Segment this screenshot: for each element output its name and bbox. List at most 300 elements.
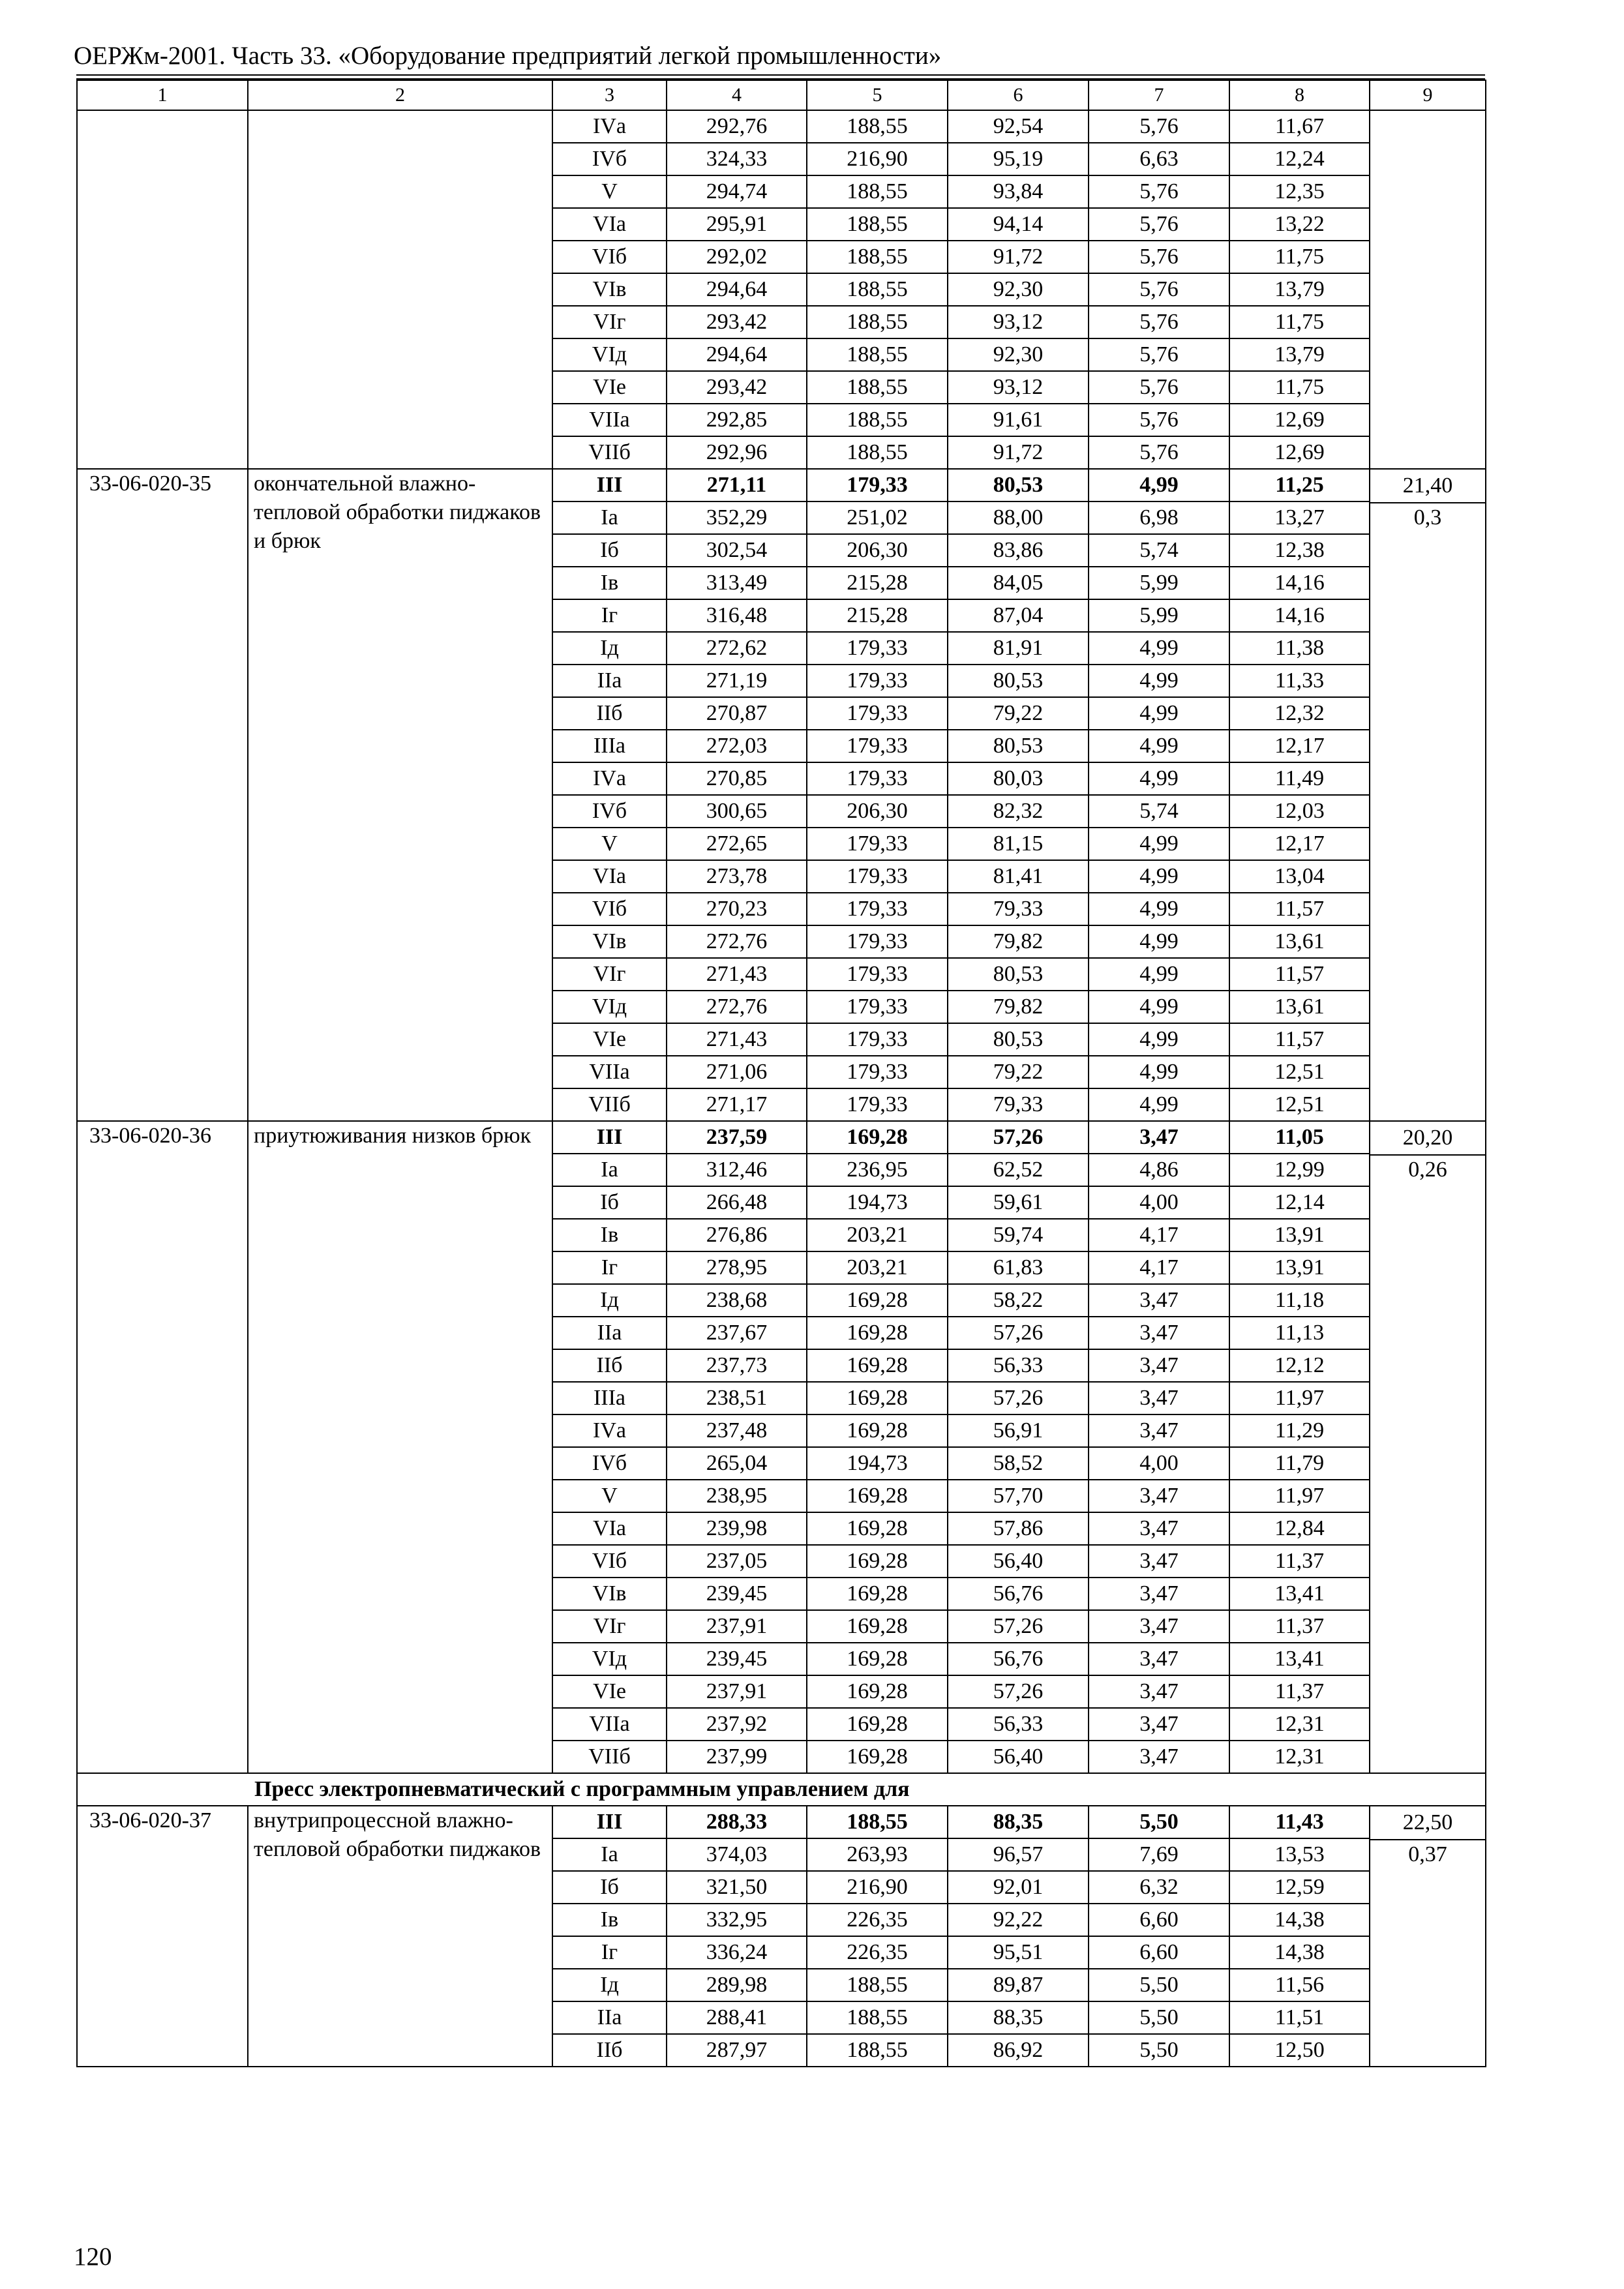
value-cell: 313,49 xyxy=(667,567,807,599)
value-cell: 203,21 xyxy=(807,1251,948,1284)
value-cell: 188,55 xyxy=(807,208,948,241)
value-cell: 179,33 xyxy=(807,958,948,991)
value-cell: 4,99 xyxy=(1089,762,1229,795)
value-cell: 56,76 xyxy=(948,1643,1089,1675)
value-cell: 237,91 xyxy=(667,1610,807,1643)
value-cell: 188,55 xyxy=(807,404,948,436)
value-cell: 57,26 xyxy=(948,1675,1089,1708)
value-cell: 3,47 xyxy=(1089,1480,1229,1512)
value-cell: 91,61 xyxy=(948,404,1089,436)
value-cell: 11,49 xyxy=(1229,762,1370,795)
value-cell: 92,01 xyxy=(948,1871,1089,1904)
value-cell: 88,35 xyxy=(948,1806,1089,1838)
value-cell: Iв xyxy=(552,1219,667,1251)
value-cell: 79,33 xyxy=(948,1088,1089,1121)
value-cell: 3,47 xyxy=(1089,1317,1229,1349)
value-cell: VIд xyxy=(552,338,667,371)
value-cell: IVа xyxy=(552,762,667,795)
value-cell: VIв xyxy=(552,1578,667,1610)
value-cell: 92,22 xyxy=(948,1904,1089,1936)
value-cell: 316,48 xyxy=(667,599,807,632)
value-cell: 91,72 xyxy=(948,241,1089,273)
resource-code xyxy=(77,110,248,469)
value-cell: IIа xyxy=(552,1317,667,1349)
resource-name: внутрипроцессной влажно-тепловой обработки пиджаков xyxy=(248,1806,552,2067)
value-cell: 12,31 xyxy=(1229,1708,1370,1741)
value-cell: 6,60 xyxy=(1089,1936,1229,1969)
value-cell: 91,72 xyxy=(948,436,1089,469)
value-cell: 5,76 xyxy=(1089,241,1229,273)
value-cell: 5,50 xyxy=(1089,2034,1229,2067)
value-cell: 5,76 xyxy=(1089,306,1229,338)
value-cell: 11,56 xyxy=(1229,1969,1370,2001)
value-cell: 270,23 xyxy=(667,893,807,925)
value-cell: 179,33 xyxy=(807,1088,948,1121)
value-cell: 239,98 xyxy=(667,1512,807,1545)
value-cell: 12,03 xyxy=(1229,795,1370,828)
value-cell: 14,38 xyxy=(1229,1904,1370,1936)
value-cell: 12,50 xyxy=(1229,2034,1370,2067)
value-cell: 288,41 xyxy=(667,2001,807,2034)
value-cell: 80,53 xyxy=(948,469,1089,501)
value-cell: 188,55 xyxy=(807,241,948,273)
value-cell: V xyxy=(552,175,667,208)
value-cell: 80,53 xyxy=(948,958,1089,991)
value-cell: 3,47 xyxy=(1089,1708,1229,1741)
value-cell: 12,31 xyxy=(1229,1741,1370,1773)
value-cell: 12,12 xyxy=(1229,1349,1370,1382)
value-cell: 92,30 xyxy=(948,273,1089,306)
resource-code: 33-06-020-36 xyxy=(77,1121,248,1773)
value-cell: 83,86 xyxy=(948,534,1089,567)
value-cell: Iг xyxy=(552,1251,667,1284)
value-cell: 292,76 xyxy=(667,110,807,143)
value-cell: 3,47 xyxy=(1089,1643,1229,1675)
value-cell: 80,53 xyxy=(948,665,1089,697)
value-cell: 188,55 xyxy=(807,1806,948,1838)
value-cell: VIа xyxy=(552,208,667,241)
value-cell: 294,64 xyxy=(667,273,807,306)
value-cell: 179,33 xyxy=(807,860,948,893)
value-cell: 5,76 xyxy=(1089,110,1229,143)
value-cell: 5,99 xyxy=(1089,599,1229,632)
value-cell: III xyxy=(552,469,667,501)
value-cell: Iд xyxy=(552,1969,667,2001)
value-cell: 11,18 xyxy=(1229,1284,1370,1317)
value-cell: 4,86 xyxy=(1089,1154,1229,1186)
value-cell: 13,22 xyxy=(1229,208,1370,241)
value-cell: IIIа xyxy=(552,730,667,762)
table-row xyxy=(77,1121,1486,1154)
value-cell: VIд xyxy=(552,1643,667,1675)
value-cell: 12,14 xyxy=(1229,1186,1370,1219)
value-cell: 3,47 xyxy=(1089,1675,1229,1708)
value-cell: Iб xyxy=(552,1186,667,1219)
value-cell: 278,95 xyxy=(667,1251,807,1284)
value-cell: 5,76 xyxy=(1089,404,1229,436)
value-cell: 4,99 xyxy=(1089,893,1229,925)
value-cell: 293,42 xyxy=(667,371,807,404)
resource-name: окончательной влажно-тепловой обработки пиджаков и брюк xyxy=(248,469,552,1121)
value-cell: 188,55 xyxy=(807,306,948,338)
value-cell: 194,73 xyxy=(807,1186,948,1219)
column-9-main: 20,20 xyxy=(1402,1126,1453,1150)
value-cell: 179,33 xyxy=(807,469,948,501)
value-cell: 179,33 xyxy=(807,991,948,1023)
value-cell: 179,33 xyxy=(807,925,948,958)
value-cell: 237,48 xyxy=(667,1414,807,1447)
rates-table xyxy=(76,80,1486,2067)
value-cell: 14,16 xyxy=(1229,599,1370,632)
value-cell: 79,33 xyxy=(948,893,1089,925)
value-cell: 216,90 xyxy=(807,143,948,175)
column-number: 2 xyxy=(248,80,552,110)
resource-code: 33-06-020-35 xyxy=(77,469,248,1121)
value-cell: VIд xyxy=(552,991,667,1023)
column-9-cell xyxy=(1370,469,1486,1121)
value-cell: VIIа xyxy=(552,404,667,436)
value-cell: 56,91 xyxy=(948,1414,1089,1447)
value-cell: 169,28 xyxy=(807,1578,948,1610)
value-cell: IIа xyxy=(552,2001,667,2034)
value-cell: 11,38 xyxy=(1229,632,1370,665)
value-cell: 287,97 xyxy=(667,2034,807,2067)
column-number-row xyxy=(77,80,1486,110)
value-cell: 5,76 xyxy=(1089,338,1229,371)
value-cell: 5,50 xyxy=(1089,1806,1229,1838)
value-cell: 4,99 xyxy=(1089,1088,1229,1121)
section-row xyxy=(77,1773,1486,1806)
value-cell: 215,28 xyxy=(807,567,948,599)
value-cell: 169,28 xyxy=(807,1121,948,1154)
value-cell: IIб xyxy=(552,2034,667,2067)
resource-code: 33-06-020-37 xyxy=(77,1806,248,2067)
value-cell: VIб xyxy=(552,893,667,925)
value-cell: 12,51 xyxy=(1229,1088,1370,1121)
value-cell: 4,00 xyxy=(1089,1186,1229,1219)
value-cell: V xyxy=(552,1480,667,1512)
value-cell: 188,55 xyxy=(807,371,948,404)
value-cell: IIа xyxy=(552,665,667,697)
value-cell: 3,47 xyxy=(1089,1414,1229,1447)
column-number: 7 xyxy=(1089,80,1229,110)
value-cell: 237,92 xyxy=(667,1708,807,1741)
value-cell: 12,32 xyxy=(1229,697,1370,730)
value-cell: 332,95 xyxy=(667,1904,807,1936)
value-cell: 263,93 xyxy=(807,1838,948,1871)
value-cell: 188,55 xyxy=(807,175,948,208)
value-cell: VIв xyxy=(552,273,667,306)
value-cell: 270,87 xyxy=(667,697,807,730)
value-cell: 3,47 xyxy=(1089,1382,1229,1414)
value-cell: 294,64 xyxy=(667,338,807,371)
column-9-main: 22,50 xyxy=(1402,1810,1453,1834)
value-cell: 251,02 xyxy=(807,501,948,534)
value-cell: 12,17 xyxy=(1229,828,1370,860)
value-cell: 3,47 xyxy=(1089,1512,1229,1545)
value-cell: 11,43 xyxy=(1229,1806,1370,1838)
value-cell: 236,95 xyxy=(807,1154,948,1186)
value-cell: VIIа xyxy=(552,1708,667,1741)
table-row xyxy=(77,110,1486,143)
value-cell: 11,29 xyxy=(1229,1414,1370,1447)
value-cell: 13,79 xyxy=(1229,273,1370,306)
value-cell: 169,28 xyxy=(807,1349,948,1382)
table-row xyxy=(77,469,1486,501)
value-cell: 11,97 xyxy=(1229,1382,1370,1414)
value-cell: 11,57 xyxy=(1229,958,1370,991)
value-cell: 58,52 xyxy=(948,1447,1089,1480)
value-cell: 273,78 xyxy=(667,860,807,893)
value-cell: 13,04 xyxy=(1229,860,1370,893)
value-cell: VIIб xyxy=(552,436,667,469)
column-number: 6 xyxy=(948,80,1089,110)
value-cell: 179,33 xyxy=(807,665,948,697)
value-cell: 4,99 xyxy=(1089,697,1229,730)
value-cell: 4,17 xyxy=(1089,1251,1229,1284)
value-cell: 6,60 xyxy=(1089,1904,1229,1936)
value-cell: 179,33 xyxy=(807,762,948,795)
value-cell: 169,28 xyxy=(807,1675,948,1708)
value-cell: 294,74 xyxy=(667,175,807,208)
value-cell: 3,47 xyxy=(1089,1610,1229,1643)
column-9-sub: 0,26 xyxy=(1370,1154,1485,1184)
value-cell: 188,55 xyxy=(807,273,948,306)
value-cell: 13,41 xyxy=(1229,1643,1370,1675)
value-cell: 300,65 xyxy=(667,795,807,828)
value-cell: 266,48 xyxy=(667,1186,807,1219)
value-cell: 12,17 xyxy=(1229,730,1370,762)
value-cell: 82,32 xyxy=(948,795,1089,828)
value-cell: 11,67 xyxy=(1229,110,1370,143)
value-cell: 169,28 xyxy=(807,1414,948,1447)
value-cell: 203,21 xyxy=(807,1219,948,1251)
value-cell: 95,51 xyxy=(948,1936,1089,1969)
value-cell: 4,99 xyxy=(1089,469,1229,501)
value-cell: 4,99 xyxy=(1089,632,1229,665)
value-cell: IIIа xyxy=(552,1382,667,1414)
value-cell: 12,99 xyxy=(1229,1154,1370,1186)
value-cell: 57,86 xyxy=(948,1512,1089,1545)
value-cell: 56,33 xyxy=(948,1708,1089,1741)
value-cell: 179,33 xyxy=(807,730,948,762)
value-cell: 95,19 xyxy=(948,143,1089,175)
value-cell: 272,62 xyxy=(667,632,807,665)
value-cell: 4,17 xyxy=(1089,1219,1229,1251)
value-cell: VIг xyxy=(552,306,667,338)
value-cell: IVб xyxy=(552,1447,667,1480)
value-cell: 61,83 xyxy=(948,1251,1089,1284)
value-cell: Iг xyxy=(552,1936,667,1969)
value-cell: IVа xyxy=(552,1414,667,1447)
value-cell: IIб xyxy=(552,697,667,730)
value-cell: VIг xyxy=(552,1610,667,1643)
page-number: 120 xyxy=(74,2243,112,2271)
value-cell: 179,33 xyxy=(807,893,948,925)
value-cell: 92,54 xyxy=(948,110,1089,143)
value-cell: 271,06 xyxy=(667,1056,807,1088)
value-cell: 5,76 xyxy=(1089,436,1229,469)
value-cell: 11,33 xyxy=(1229,665,1370,697)
value-cell: III xyxy=(552,1806,667,1838)
column-number: 9 xyxy=(1370,80,1486,110)
value-cell: 3,47 xyxy=(1089,1545,1229,1578)
value-cell: VIIб xyxy=(552,1088,667,1121)
value-cell: 4,99 xyxy=(1089,860,1229,893)
value-cell: 188,55 xyxy=(807,338,948,371)
value-cell: 321,50 xyxy=(667,1871,807,1904)
value-cell: 13,79 xyxy=(1229,338,1370,371)
value-cell: 96,57 xyxy=(948,1838,1089,1871)
value-cell: 56,40 xyxy=(948,1545,1089,1578)
value-cell: 93,12 xyxy=(948,371,1089,404)
column-9-cell xyxy=(1370,1806,1486,2067)
value-cell: 56,76 xyxy=(948,1578,1089,1610)
value-cell: 5,76 xyxy=(1089,273,1229,306)
value-cell: 86,92 xyxy=(948,2034,1089,2067)
value-cell: Iб xyxy=(552,534,667,567)
value-cell: 169,28 xyxy=(807,1708,948,1741)
value-cell: 6,63 xyxy=(1089,143,1229,175)
value-cell: 13,53 xyxy=(1229,1838,1370,1871)
value-cell: 169,28 xyxy=(807,1610,948,1643)
value-cell: 11,05 xyxy=(1229,1121,1370,1154)
value-cell: 237,99 xyxy=(667,1741,807,1773)
value-cell: 288,33 xyxy=(667,1806,807,1838)
value-cell: 13,41 xyxy=(1229,1578,1370,1610)
value-cell: 14,38 xyxy=(1229,1936,1370,1969)
column-number: 4 xyxy=(667,80,807,110)
value-cell: IVб xyxy=(552,795,667,828)
value-cell: 374,03 xyxy=(667,1838,807,1871)
value-cell: 289,98 xyxy=(667,1969,807,2001)
value-cell: IVб xyxy=(552,143,667,175)
value-cell: 237,73 xyxy=(667,1349,807,1382)
value-cell: VIа xyxy=(552,1512,667,1545)
value-cell: 169,28 xyxy=(807,1741,948,1773)
value-cell: 324,33 xyxy=(667,143,807,175)
value-cell: 188,55 xyxy=(807,436,948,469)
value-cell: VIг xyxy=(552,958,667,991)
value-cell: VIе xyxy=(552,371,667,404)
value-cell: 293,42 xyxy=(667,306,807,338)
value-cell: 12,69 xyxy=(1229,404,1370,436)
value-cell: 11,97 xyxy=(1229,1480,1370,1512)
value-cell: 79,82 xyxy=(948,991,1089,1023)
value-cell: 81,91 xyxy=(948,632,1089,665)
value-cell: 272,65 xyxy=(667,828,807,860)
value-cell: 292,02 xyxy=(667,241,807,273)
column-9-sub: 0,3 xyxy=(1370,502,1485,532)
section-title: Пресс электропневматический с программным управлением для xyxy=(248,1773,1486,1806)
value-cell: 5,76 xyxy=(1089,371,1229,404)
value-cell: 57,70 xyxy=(948,1480,1089,1512)
resource-name: приутюживания низков брюк xyxy=(248,1121,552,1773)
value-cell: Iб xyxy=(552,1871,667,1904)
value-cell: 93,12 xyxy=(948,306,1089,338)
value-cell: 13,61 xyxy=(1229,991,1370,1023)
value-cell: 216,90 xyxy=(807,1871,948,1904)
value-cell: 79,22 xyxy=(948,1056,1089,1088)
value-cell: 3,47 xyxy=(1089,1349,1229,1382)
value-cell: 169,28 xyxy=(807,1512,948,1545)
value-cell: Iа xyxy=(552,501,667,534)
value-cell: 4,99 xyxy=(1089,730,1229,762)
value-cell: 57,26 xyxy=(948,1382,1089,1414)
value-cell: 5,76 xyxy=(1089,175,1229,208)
value-cell: Iг xyxy=(552,599,667,632)
value-cell: 336,24 xyxy=(667,1936,807,1969)
value-cell: 169,28 xyxy=(807,1284,948,1317)
value-cell: 169,28 xyxy=(807,1545,948,1578)
value-cell: 62,52 xyxy=(948,1154,1089,1186)
column-9-sub: 0,37 xyxy=(1370,1839,1485,1869)
column-9-cell xyxy=(1370,110,1486,469)
value-cell: 12,84 xyxy=(1229,1512,1370,1545)
value-cell: Iа xyxy=(552,1838,667,1871)
value-cell: 188,55 xyxy=(807,2001,948,2034)
value-cell: 80,53 xyxy=(948,730,1089,762)
value-cell: 271,19 xyxy=(667,665,807,697)
value-cell: 4,99 xyxy=(1089,1023,1229,1056)
value-cell: 88,00 xyxy=(948,501,1089,534)
value-cell: 79,22 xyxy=(948,697,1089,730)
value-cell: 12,35 xyxy=(1229,175,1370,208)
value-cell: 11,79 xyxy=(1229,1447,1370,1480)
value-cell: 3,47 xyxy=(1089,1741,1229,1773)
value-cell: 56,40 xyxy=(948,1741,1089,1773)
header-rule xyxy=(76,74,1485,76)
column-9-main: 21,40 xyxy=(1402,473,1453,498)
value-cell: 93,84 xyxy=(948,175,1089,208)
value-cell: 88,35 xyxy=(948,2001,1089,2034)
value-cell: 179,33 xyxy=(807,632,948,665)
value-cell: 239,45 xyxy=(667,1643,807,1675)
value-cell: 237,91 xyxy=(667,1675,807,1708)
value-cell: III xyxy=(552,1121,667,1154)
value-cell: 238,51 xyxy=(667,1382,807,1414)
value-cell: 169,28 xyxy=(807,1480,948,1512)
value-cell: 11,57 xyxy=(1229,1023,1370,1056)
value-cell: 3,47 xyxy=(1089,1121,1229,1154)
value-cell: 302,54 xyxy=(667,534,807,567)
value-cell: VIIа xyxy=(552,1056,667,1088)
value-cell: 226,35 xyxy=(807,1904,948,1936)
value-cell: 12,38 xyxy=(1229,534,1370,567)
value-cell: 169,28 xyxy=(807,1317,948,1349)
value-cell: VIа xyxy=(552,860,667,893)
value-cell: 4,99 xyxy=(1089,991,1229,1023)
value-cell: 265,04 xyxy=(667,1447,807,1480)
value-cell: 179,33 xyxy=(807,828,948,860)
value-cell: 14,16 xyxy=(1229,567,1370,599)
value-cell: 239,45 xyxy=(667,1578,807,1610)
resource-name xyxy=(248,110,552,469)
value-cell: 188,55 xyxy=(807,1969,948,2001)
value-cell: 79,82 xyxy=(948,925,1089,958)
value-cell: 179,33 xyxy=(807,1023,948,1056)
value-cell: 292,85 xyxy=(667,404,807,436)
value-cell: IIб xyxy=(552,1349,667,1382)
value-cell: 226,35 xyxy=(807,1936,948,1969)
value-cell: 59,61 xyxy=(948,1186,1089,1219)
column-9-cell xyxy=(1370,1121,1486,1773)
value-cell: VIIб xyxy=(552,1741,667,1773)
value-cell: 12,24 xyxy=(1229,143,1370,175)
value-cell: 11,37 xyxy=(1229,1610,1370,1643)
value-cell: 12,59 xyxy=(1229,1871,1370,1904)
page-header: ОЕРЖм-2001. Часть 33. «Оборудование предприятий легкой промышленности» xyxy=(74,42,942,70)
